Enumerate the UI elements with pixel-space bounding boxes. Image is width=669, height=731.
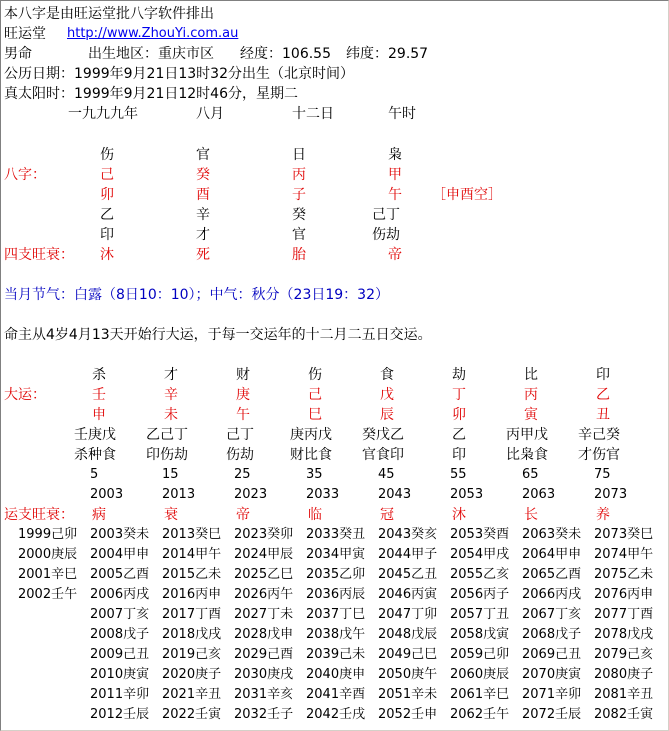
bazi-hidden-god: 才 <box>196 227 210 243</box>
dayun-age: 35 <box>306 467 323 482</box>
bazi-branch: 午 <box>388 187 402 203</box>
dayun-god: 才 <box>164 367 178 383</box>
liunian-year: 2074甲午 <box>594 547 654 562</box>
liunian-year: 2003癸未 <box>90 527 150 542</box>
liunian-year: 2078戊戌 <box>594 627 654 642</box>
dayun-god: 比 <box>524 367 538 383</box>
liunian-year: 2048戊辰 <box>378 627 438 642</box>
liunian-year: 2025乙巳 <box>234 567 294 582</box>
liunian-year: 2007丁亥 <box>90 607 150 622</box>
liunian-year: 2030庚戌 <box>234 667 294 682</box>
liunian-year: 2034甲寅 <box>306 547 366 562</box>
liunian-year: 2037丁巳 <box>306 607 366 622</box>
liunian-year: 2005乙酉 <box>90 567 150 582</box>
liunian-year: 2055乙亥 <box>450 567 510 582</box>
bazi-branch: 子 <box>292 187 306 203</box>
dayun-god: 劫 <box>452 367 466 383</box>
bazi-stem: 己 <box>100 167 114 183</box>
bazi-god: 枭 <box>388 147 402 163</box>
liunian-year: 2013癸巳 <box>162 527 222 542</box>
liunian-year: 2042壬戌 <box>306 707 366 722</box>
dayun-stem: 壬 <box>92 387 106 403</box>
dayun-age: 45 <box>378 467 395 482</box>
brand-name: 旺运堂 <box>4 26 46 42</box>
dayun-stem: 丙 <box>524 387 538 403</box>
bazi-hidden-stem: 乙 <box>100 207 114 223</box>
dayun-label: 大运： <box>4 387 46 403</box>
liunian-year: 2026丙午 <box>234 587 294 602</box>
liunian-year: 2029己酉 <box>234 647 294 662</box>
dayun-hidden-gods: 伤劫 <box>226 447 254 463</box>
dayun-age: 15 <box>162 467 179 482</box>
liunian-year: 2062壬午 <box>450 707 510 722</box>
early-year: 2000庚辰 <box>18 547 78 562</box>
liunian-year: 2038戊午 <box>306 627 366 642</box>
dayun-year: 2073 <box>594 487 628 502</box>
dayun-start-text: 命主从4岁4月13天开始行大运，于每一交运年的十二月二五日交运。 <box>4 327 432 343</box>
dayun-strength: 临 <box>308 507 322 523</box>
dayun-hidden-gods: 比枭食 <box>506 447 548 463</box>
liunian-year: 2022壬寅 <box>162 707 222 722</box>
liunian-year: 2065乙酉 <box>522 567 582 582</box>
liunian-year: 2016丙申 <box>162 587 222 602</box>
bazi-hidden-god: 伤劫 <box>372 227 400 243</box>
dayun-branch: 未 <box>164 407 178 423</box>
solar-date: 公历日期：1999年9月21日13时32分出生（北京时间） <box>4 66 354 82</box>
true-solar-time: 真太阳时：1999年9月21日12时46分，星期二 <box>4 86 298 102</box>
liunian-year: 2056丙子 <box>450 587 510 602</box>
dayun-age: 5 <box>90 467 99 482</box>
birthplace: 出生地区：重庆市区 <box>88 46 214 62</box>
bazi-branch: 卯 <box>100 187 114 203</box>
dayun-year: 2033 <box>306 487 340 502</box>
bazi-hidden-stem: 癸 <box>292 207 306 223</box>
bazi-strength: 帝 <box>388 247 402 263</box>
dayun-branch: 寅 <box>524 407 538 423</box>
liunian-year: 2047丁卯 <box>378 607 438 622</box>
liunian-year: 2082壬寅 <box>594 707 654 722</box>
liunian-year: 2045乙丑 <box>378 567 438 582</box>
void-branches: ［申酉空］ <box>432 187 502 203</box>
early-year: 2001辛巳 <box>18 567 78 582</box>
liunian-year: 2020庚子 <box>162 667 222 682</box>
liunian-year: 2077丁酉 <box>594 607 654 622</box>
dayun-branch: 午 <box>236 407 250 423</box>
liunian-year: 2035乙卯 <box>306 567 366 582</box>
liunian-year: 2075乙未 <box>594 567 654 582</box>
bazi-stem: 丙 <box>292 167 306 183</box>
dayun-god: 杀 <box>92 367 106 383</box>
dayun-hidden: 壬庚戊 <box>74 427 116 443</box>
header-title: 本八字是由旺运堂批八字软件排出 <box>4 6 214 22</box>
liunian-year: 2010庚寅 <box>90 667 150 682</box>
dayun-hidden-gods: 官食印 <box>362 447 404 463</box>
liunian-year: 2006丙戌 <box>90 587 150 602</box>
dayun-hidden: 乙己丁 <box>146 427 188 443</box>
dayun-hidden-gods: 印伤劫 <box>146 447 188 463</box>
liunian-year: 2024甲辰 <box>234 547 294 562</box>
liunian-year: 2008戊子 <box>90 627 150 642</box>
bazi-label: 八字： <box>4 167 46 183</box>
bazi-strength: 胎 <box>292 247 306 263</box>
liunian-year: 2033癸丑 <box>306 527 366 542</box>
bazi-hidden-god: 印 <box>100 227 114 243</box>
pillar-header-day: 十二日 <box>292 106 334 122</box>
dayun-strength: 冠 <box>380 507 394 523</box>
liunian-year: 2049己巳 <box>378 647 438 662</box>
liunian-year: 2081辛丑 <box>594 687 654 702</box>
dayun-branch: 丑 <box>596 407 610 423</box>
dayun-hidden-gods: 才伤官 <box>578 447 620 463</box>
liunian-year: 2046丙寅 <box>378 587 438 602</box>
liunian-year: 2051辛未 <box>378 687 438 702</box>
dayun-year: 2053 <box>450 487 484 502</box>
liunian-year: 2044甲子 <box>378 547 438 562</box>
gender: 男命 <box>4 46 32 62</box>
early-year: 1999己卯 <box>18 527 78 542</box>
liunian-year: 2018戊戌 <box>162 627 222 642</box>
dayun-year: 2043 <box>378 487 412 502</box>
liunian-year: 2072壬辰 <box>522 707 582 722</box>
dayun-year: 2013 <box>162 487 196 502</box>
dayun-age: 25 <box>234 467 251 482</box>
dayun-branch: 巳 <box>308 407 322 423</box>
dayun-branch: 辰 <box>380 407 394 423</box>
dayun-strength: 沐 <box>452 507 466 523</box>
liunian-year: 2068戊子 <box>522 627 582 642</box>
liunian-year: 2043癸亥 <box>378 527 438 542</box>
liunian-year: 2023癸卯 <box>234 527 294 542</box>
liunian-year: 2076丙申 <box>594 587 654 602</box>
dayun-year: 2003 <box>90 487 124 502</box>
liunian-year: 2058戊寅 <box>450 627 510 642</box>
strength-label: 四支旺衰： <box>4 247 74 263</box>
liunian-year: 2028戊申 <box>234 627 294 642</box>
bazi-strength: 死 <box>196 247 210 263</box>
bazi-branch: 酉 <box>196 187 210 203</box>
liunian-year: 2073癸巳 <box>594 527 654 542</box>
liunian-year: 2050庚午 <box>378 667 438 682</box>
dayun-strength: 养 <box>596 507 610 523</box>
liunian-year: 2066丙戌 <box>522 587 582 602</box>
liunian-year: 2041辛酉 <box>306 687 366 702</box>
pillar-header-month: 八月 <box>196 106 224 122</box>
dayun-stem: 庚 <box>236 387 250 403</box>
liunian-year: 2014甲午 <box>162 547 222 562</box>
liunian-year: 2064甲申 <box>522 547 582 562</box>
liunian-year: 2021辛丑 <box>162 687 222 702</box>
liunian-year: 2070庚寅 <box>522 667 582 682</box>
dayun-branch: 卯 <box>452 407 466 423</box>
liunian-year: 2053癸酉 <box>450 527 510 542</box>
dayun-hidden: 乙 <box>452 427 466 443</box>
liunian-year: 2054甲戌 <box>450 547 510 562</box>
solar-term: 当月节气：白露（8日10：10）；中气：秋分（23日19：32） <box>4 287 389 303</box>
liunian-year: 2067丁亥 <box>522 607 582 622</box>
bazi-hidden-stem: 己丁 <box>372 207 400 223</box>
liunian-year: 2069己丑 <box>522 647 582 662</box>
liunian-year: 2040庚申 <box>306 667 366 682</box>
liunian-year: 2017丁酉 <box>162 607 222 622</box>
bazi-stem: 癸 <box>196 167 210 183</box>
bazi-god: 官 <box>196 147 210 163</box>
liunian-year: 2032壬子 <box>234 707 294 722</box>
website-link[interactable]: http://www.ZhouYi.com.au <box>67 26 239 41</box>
dayun-year: 2063 <box>522 487 556 502</box>
dayun-hidden: 己丁 <box>226 427 254 443</box>
dayun-hidden-gods: 印 <box>452 447 466 463</box>
dayun-hidden-gods: 财比食 <box>290 447 332 463</box>
liunian-year: 2012壬辰 <box>90 707 150 722</box>
liunian-year: 2071辛卯 <box>522 687 582 702</box>
liunian-year: 2036丙辰 <box>306 587 366 602</box>
dayun-strength-label: 运支旺衰： <box>4 507 74 523</box>
dayun-age: 55 <box>450 467 467 482</box>
liunian-year: 2004甲申 <box>90 547 150 562</box>
liunian-year: 2009己丑 <box>90 647 150 662</box>
liunian-year: 2057丁丑 <box>450 607 510 622</box>
dayun-god: 印 <box>596 367 610 383</box>
dayun-strength: 衰 <box>164 507 178 523</box>
bazi-hidden-stem: 辛 <box>196 207 210 223</box>
dayun-age: 65 <box>522 467 539 482</box>
dayun-hidden: 丙甲戊 <box>506 427 548 443</box>
bazi-god: 伤 <box>100 147 114 163</box>
liunian-year: 2031辛亥 <box>234 687 294 702</box>
dayun-stem: 己 <box>308 387 322 403</box>
dayun-stem: 丁 <box>452 387 466 403</box>
liunian-year: 2039己未 <box>306 647 366 662</box>
bazi-stem: 甲 <box>388 167 402 183</box>
liunian-year: 2080庚子 <box>594 667 654 682</box>
dayun-strength: 病 <box>92 507 106 523</box>
dayun-god: 食 <box>380 367 394 383</box>
liunian-year: 2079己亥 <box>594 647 654 662</box>
dayun-year: 2023 <box>234 487 268 502</box>
liunian-year: 2052壬申 <box>378 707 438 722</box>
dayun-god: 伤 <box>308 367 322 383</box>
bazi-hidden-god: 官 <box>292 227 306 243</box>
liunian-year: 2063癸未 <box>522 527 582 542</box>
dayun-strength: 帝 <box>236 507 250 523</box>
dayun-hidden: 庚丙戊 <box>290 427 332 443</box>
liunian-year: 2061辛巳 <box>450 687 510 702</box>
liunian-year: 2059己卯 <box>450 647 510 662</box>
latitude: 纬度：29.57 <box>346 46 429 62</box>
dayun-strength: 长 <box>524 507 538 523</box>
dayun-hidden: 辛己癸 <box>578 427 620 443</box>
liunian-year: 2027丁未 <box>234 607 294 622</box>
liunian-year: 2019己亥 <box>162 647 222 662</box>
dayun-stem: 戊 <box>380 387 394 403</box>
pillar-header-hour: 午时 <box>388 106 416 122</box>
dayun-hidden-gods: 杀种食 <box>74 447 116 463</box>
liunian-year: 2015乙未 <box>162 567 222 582</box>
bazi-strength: 沐 <box>100 247 114 263</box>
liunian-year: 2011辛卯 <box>90 687 150 702</box>
liunian-year: 2060庚辰 <box>450 667 510 682</box>
dayun-stem: 辛 <box>164 387 178 403</box>
dayun-god: 财 <box>236 367 250 383</box>
dayun-age: 75 <box>594 467 611 482</box>
early-year: 2002壬午 <box>18 587 78 602</box>
longitude: 经度：106.55 <box>240 46 331 62</box>
pillar-header-year: 一九九九年 <box>68 106 138 122</box>
dayun-stem: 乙 <box>596 387 610 403</box>
bazi-god: 日 <box>292 147 306 163</box>
dayun-branch: 申 <box>92 407 106 423</box>
dayun-hidden: 癸戊乙 <box>362 427 404 443</box>
